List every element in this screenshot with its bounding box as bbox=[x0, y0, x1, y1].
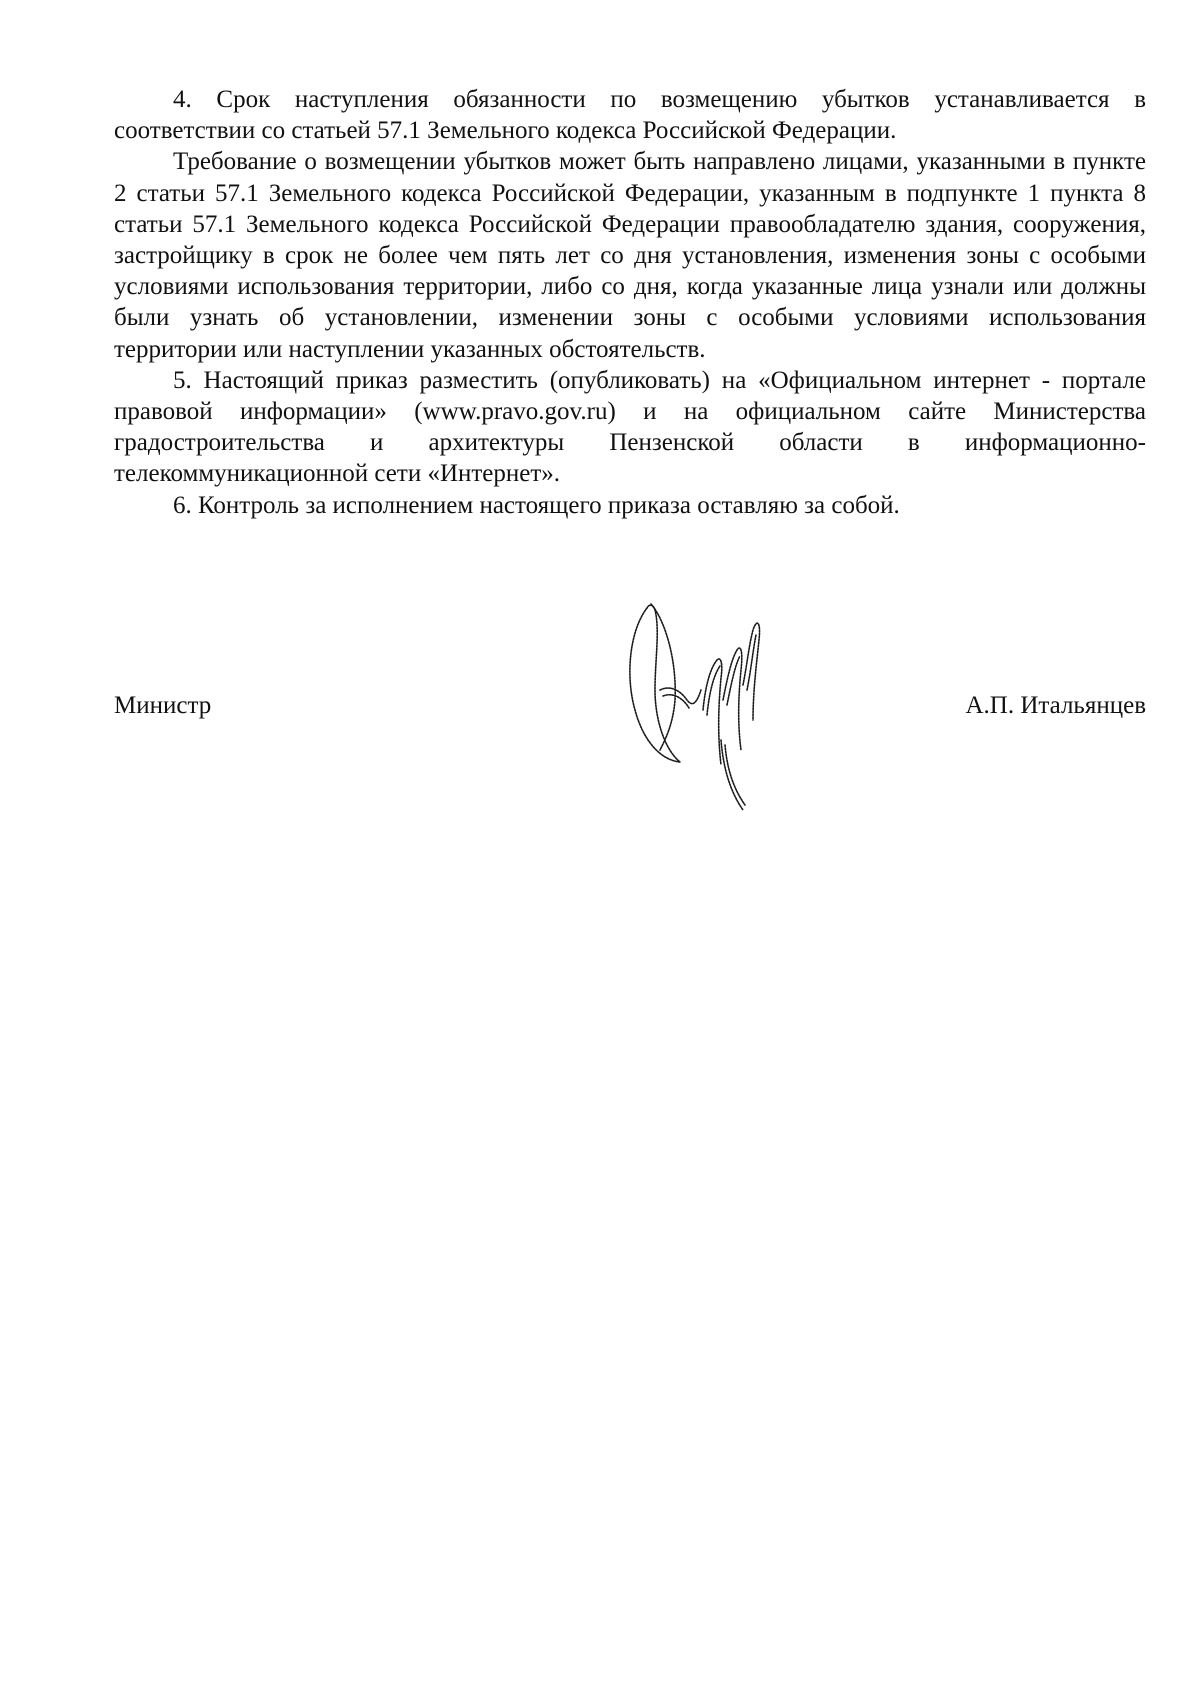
paragraph-damages-claim: Требование о возмещении убытков может быть направлено лицами, указанными в пункте 2 статьи 57.1 Земельного кодекса Российской Федерации, указанным в подпункте 1 пункта 8 статьи 57.1 Земельного кодекса Российской Федерации правообладателю здания, сооружения, застройщику в срок не более чем пять лет со дня установления, изменения зоны с особыми условиями использования территории, либо со дня, когда указанные лица узнали или должны были узнать об установлении, изменении зоны с особыми условиями использования территории или наступлении указанных обстоятельств. bbox=[114, 148, 1146, 363]
paragraph-item-6: 6. Контроль за исполнением настоящего приказа оставляю за собой. bbox=[173, 491, 900, 519]
paragraph-item-5: 5. Настоящий приказ разместить (опубликовать) на «Официальном интернет - портале правовой информации» (www.pravo.gov.ru) и на официальном сайте Министерства градостроительства и архитектуры Пензенской области в информационно-телекоммуникационной сети «Интернет». bbox=[114, 366, 1146, 488]
paragraph-item-4: 4. Срок наступления обязанности по возмещению убытков устанавливается в соответствии со статьей 57.1 Земельного кодекса Российской Федерации. bbox=[114, 86, 1146, 145]
signature-block bbox=[114, 690, 1146, 730]
document-body bbox=[114, 84, 1146, 521]
signatory-title: Министр bbox=[114, 692, 212, 719]
signatory-name: А.П. Итальянцев bbox=[965, 692, 1146, 719]
